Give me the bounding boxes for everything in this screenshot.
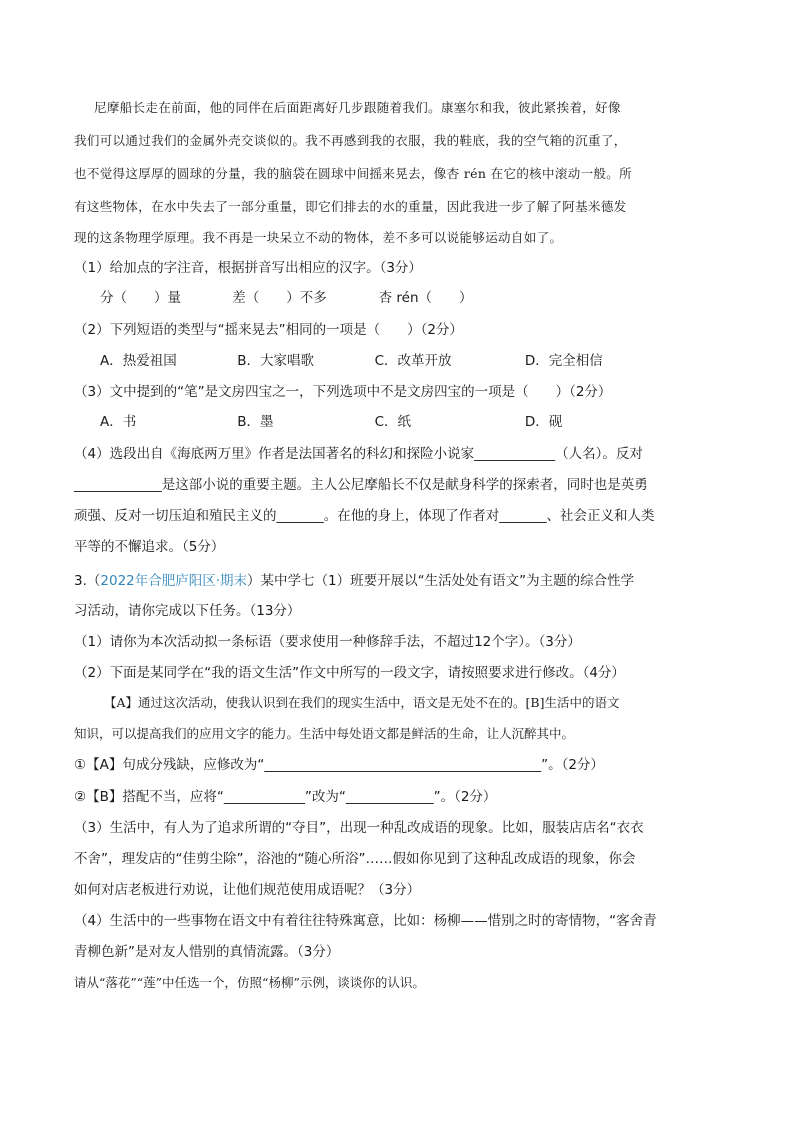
q3-option-a: A．书 — [100, 414, 137, 430]
task-3-sub-1: （1）请你为本次活动拟一条标语（要求使用一种修辞手法，不超过12个字）。（3分） — [74, 634, 581, 650]
task-3-fix-b: ②【B】搭配不当，应将“____________”改为“_____________”。（2分） — [74, 789, 497, 805]
question-4-line: （4）选段出自《海底两万里》作者是法国著名的科幻和探险小说家____________（人名）。反对 — [74, 446, 643, 462]
task-3-header — [74, 571, 734, 591]
task-3-sub-4-line: （4）生活中的一些事物在语文中有着往往特殊寓意，比如：杨柳——惜别之时的寄情物，“客舍青 — [74, 913, 657, 929]
question-2-options — [100, 351, 760, 371]
question-4-line: 平等的不懈追求。（5分） — [74, 539, 225, 555]
q2-option-c: C．改革开放 — [374, 353, 452, 369]
q3-option-c: C．纸 — [374, 414, 412, 430]
q3-option-b: B．墨 — [237, 414, 274, 430]
task-3-quote-line: 知识，可以提高我们的应用文字的能力。生活中每处语文都是鲜活的生命，让人沉醉其中。 — [74, 726, 575, 741]
q1-item: 杏 rén（ ） — [378, 290, 473, 306]
task-3-intro: ）某中学七（1）班要开展以“生活处处有语文”为主题的综合性学 — [247, 573, 635, 589]
task-3-sub-4-line: 请从“落花”“莲”中任选一个，仿照“杨柳”示例，谈谈你的认识。 — [74, 975, 425, 990]
passage-line: 尼摩船长走在前面，他的同伴在后面距离好几步跟随着我们。康塞尔和我，彼此紧挨着，好像 — [94, 100, 621, 115]
passage-line: 现的这条物理学原理。我不再是一块呆立不动的物体，差不多可以说能够运动自如了。 — [74, 230, 563, 245]
task-3-sub-3-line: 如何对店老板进行劝说，让他们规范使用成语呢？（3分） — [74, 882, 421, 898]
passage-line: 我们可以通过我们的金属外壳交谈似的。我不再感到我的衣服，我的鞋底，我的空气箱的沉重了， — [74, 133, 627, 148]
task-3-sub-4-line: 青柳色新”是对友人惜别的真情流露。（3分） — [74, 944, 340, 960]
q2-option-b: B．大家唱歌 — [237, 353, 315, 369]
question-4-line: _____________是这部小说的重要主题。主人公尼摩船长不仅是献身科学的探索者，同时也是英勇 — [74, 477, 648, 493]
q1-item: 差（ ）不多 — [232, 290, 327, 306]
passage-line: 也不觉得这厚厚的圆球的分量，我的脑袋在圆球中间摇来晃去，像杏 rén 在它的核中滚动一般。所 — [74, 166, 632, 181]
question-3-options — [100, 412, 760, 432]
question-1-items — [100, 288, 760, 308]
q2-option-d: D．完全相信 — [524, 353, 603, 369]
q3-option-d: D．砚 — [524, 414, 563, 430]
task-3-sub-2: （2）下面是某同学在“我的语文生活”作文中所写的一段文字，请按照要求进行修改。（4分） — [74, 665, 625, 681]
task-3-sub-3-line: （3）生活中，有人为了追求所谓的“夺目”，出现一种乱改成语的现象。比如，服装店店名“衣衣 — [74, 820, 644, 836]
q1-item: 分（ ）量 — [100, 290, 181, 306]
question-4-line: 顽强、反对一切压迫和殖民主义的_______。在他的身上，体现了作者对_______、社会正义和人类 — [74, 508, 655, 524]
passage-line: 有这些物体，在水中失去了一部分重量，即它们排去的水的重量，因此我进一步了解了阿基米德发 — [74, 199, 627, 214]
task-3-intro-line: 习活动，请你完成以下任务。（13分） — [74, 603, 301, 619]
question-3-stem: （3）文中提到的“笔”是文房四宝之一，下列选项中不是文房四宝的一项是（ ）（2分） — [74, 384, 612, 400]
question-1-stem: （1）给加点的字注音，根据拼音写出相应的汉字。（3分） — [74, 260, 422, 276]
task-3-fix-a: ①【A】句成分残缺，应修改为“_________________________________________”。（2分） — [74, 757, 604, 773]
task-3-sub-3-line: 不舍”，理发店的“佳剪尘除”，浴池的“随心所浴”……假如你见到了这种乱改成语的现象，你会 — [74, 851, 636, 867]
task-3-quote-line: 【A】通过这次活动，使我认识到在我们的现实生活中，语文是无处不在的。[B]生活中的语文 — [104, 695, 620, 710]
task-3-number: 3.（ — [74, 573, 101, 589]
task-3-source: 2022年合肥庐阳区·期末 — [100, 573, 248, 589]
question-2-stem: （2）下列短语的类型与“摇来晃去”相同的一项是（ ）（2分） — [74, 322, 463, 338]
q2-option-a: A．热爱祖国 — [100, 353, 177, 369]
